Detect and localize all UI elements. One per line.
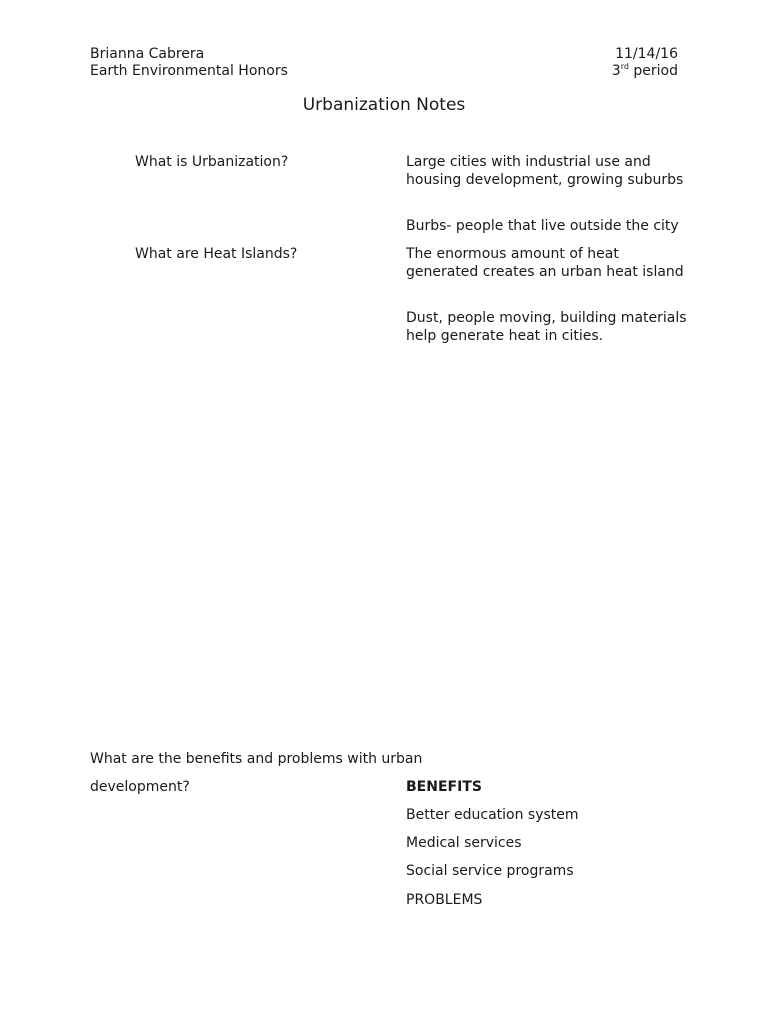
answer-urbanization-burbs: Burbs- people that live outside the city bbox=[406, 218, 679, 234]
period-number: 3 bbox=[611, 63, 621, 79]
benefits-heading: BENEFITS bbox=[406, 779, 482, 795]
date: 11/14/16 bbox=[615, 46, 678, 62]
benefit-item: Social service programs bbox=[406, 863, 574, 879]
page-title: Urbanization Notes bbox=[302, 95, 466, 115]
period-label: period bbox=[628, 63, 678, 79]
problems-heading: PROBLEMS bbox=[406, 892, 483, 908]
class-period bbox=[612, 62, 678, 80]
student-name: Brianna Cabrera bbox=[90, 46, 205, 62]
answer-urbanization-definition: Large cities with industrial use and housing development, growing suburbs bbox=[406, 154, 684, 188]
question-urbanization: What is Urbanization? bbox=[135, 154, 289, 170]
course-name: Earth Environmental Honors bbox=[90, 63, 288, 79]
period-suffix: rd bbox=[620, 62, 629, 71]
benefit-item: Medical services bbox=[406, 835, 522, 851]
answer-heat-islands-definition: The enormous amount of heat generated creates an urban heat island bbox=[406, 246, 684, 280]
benefits-problems-question-line2: development? bbox=[90, 779, 190, 795]
benefits-problems-question-line1: What are the benefits and problems with urban bbox=[90, 751, 423, 767]
benefit-item: Better education system bbox=[406, 807, 579, 823]
question-heat-islands: What are Heat Islands? bbox=[135, 246, 298, 262]
answer-heat-islands-causes: Dust, people moving, building materials help generate heat in cities. bbox=[406, 310, 687, 344]
